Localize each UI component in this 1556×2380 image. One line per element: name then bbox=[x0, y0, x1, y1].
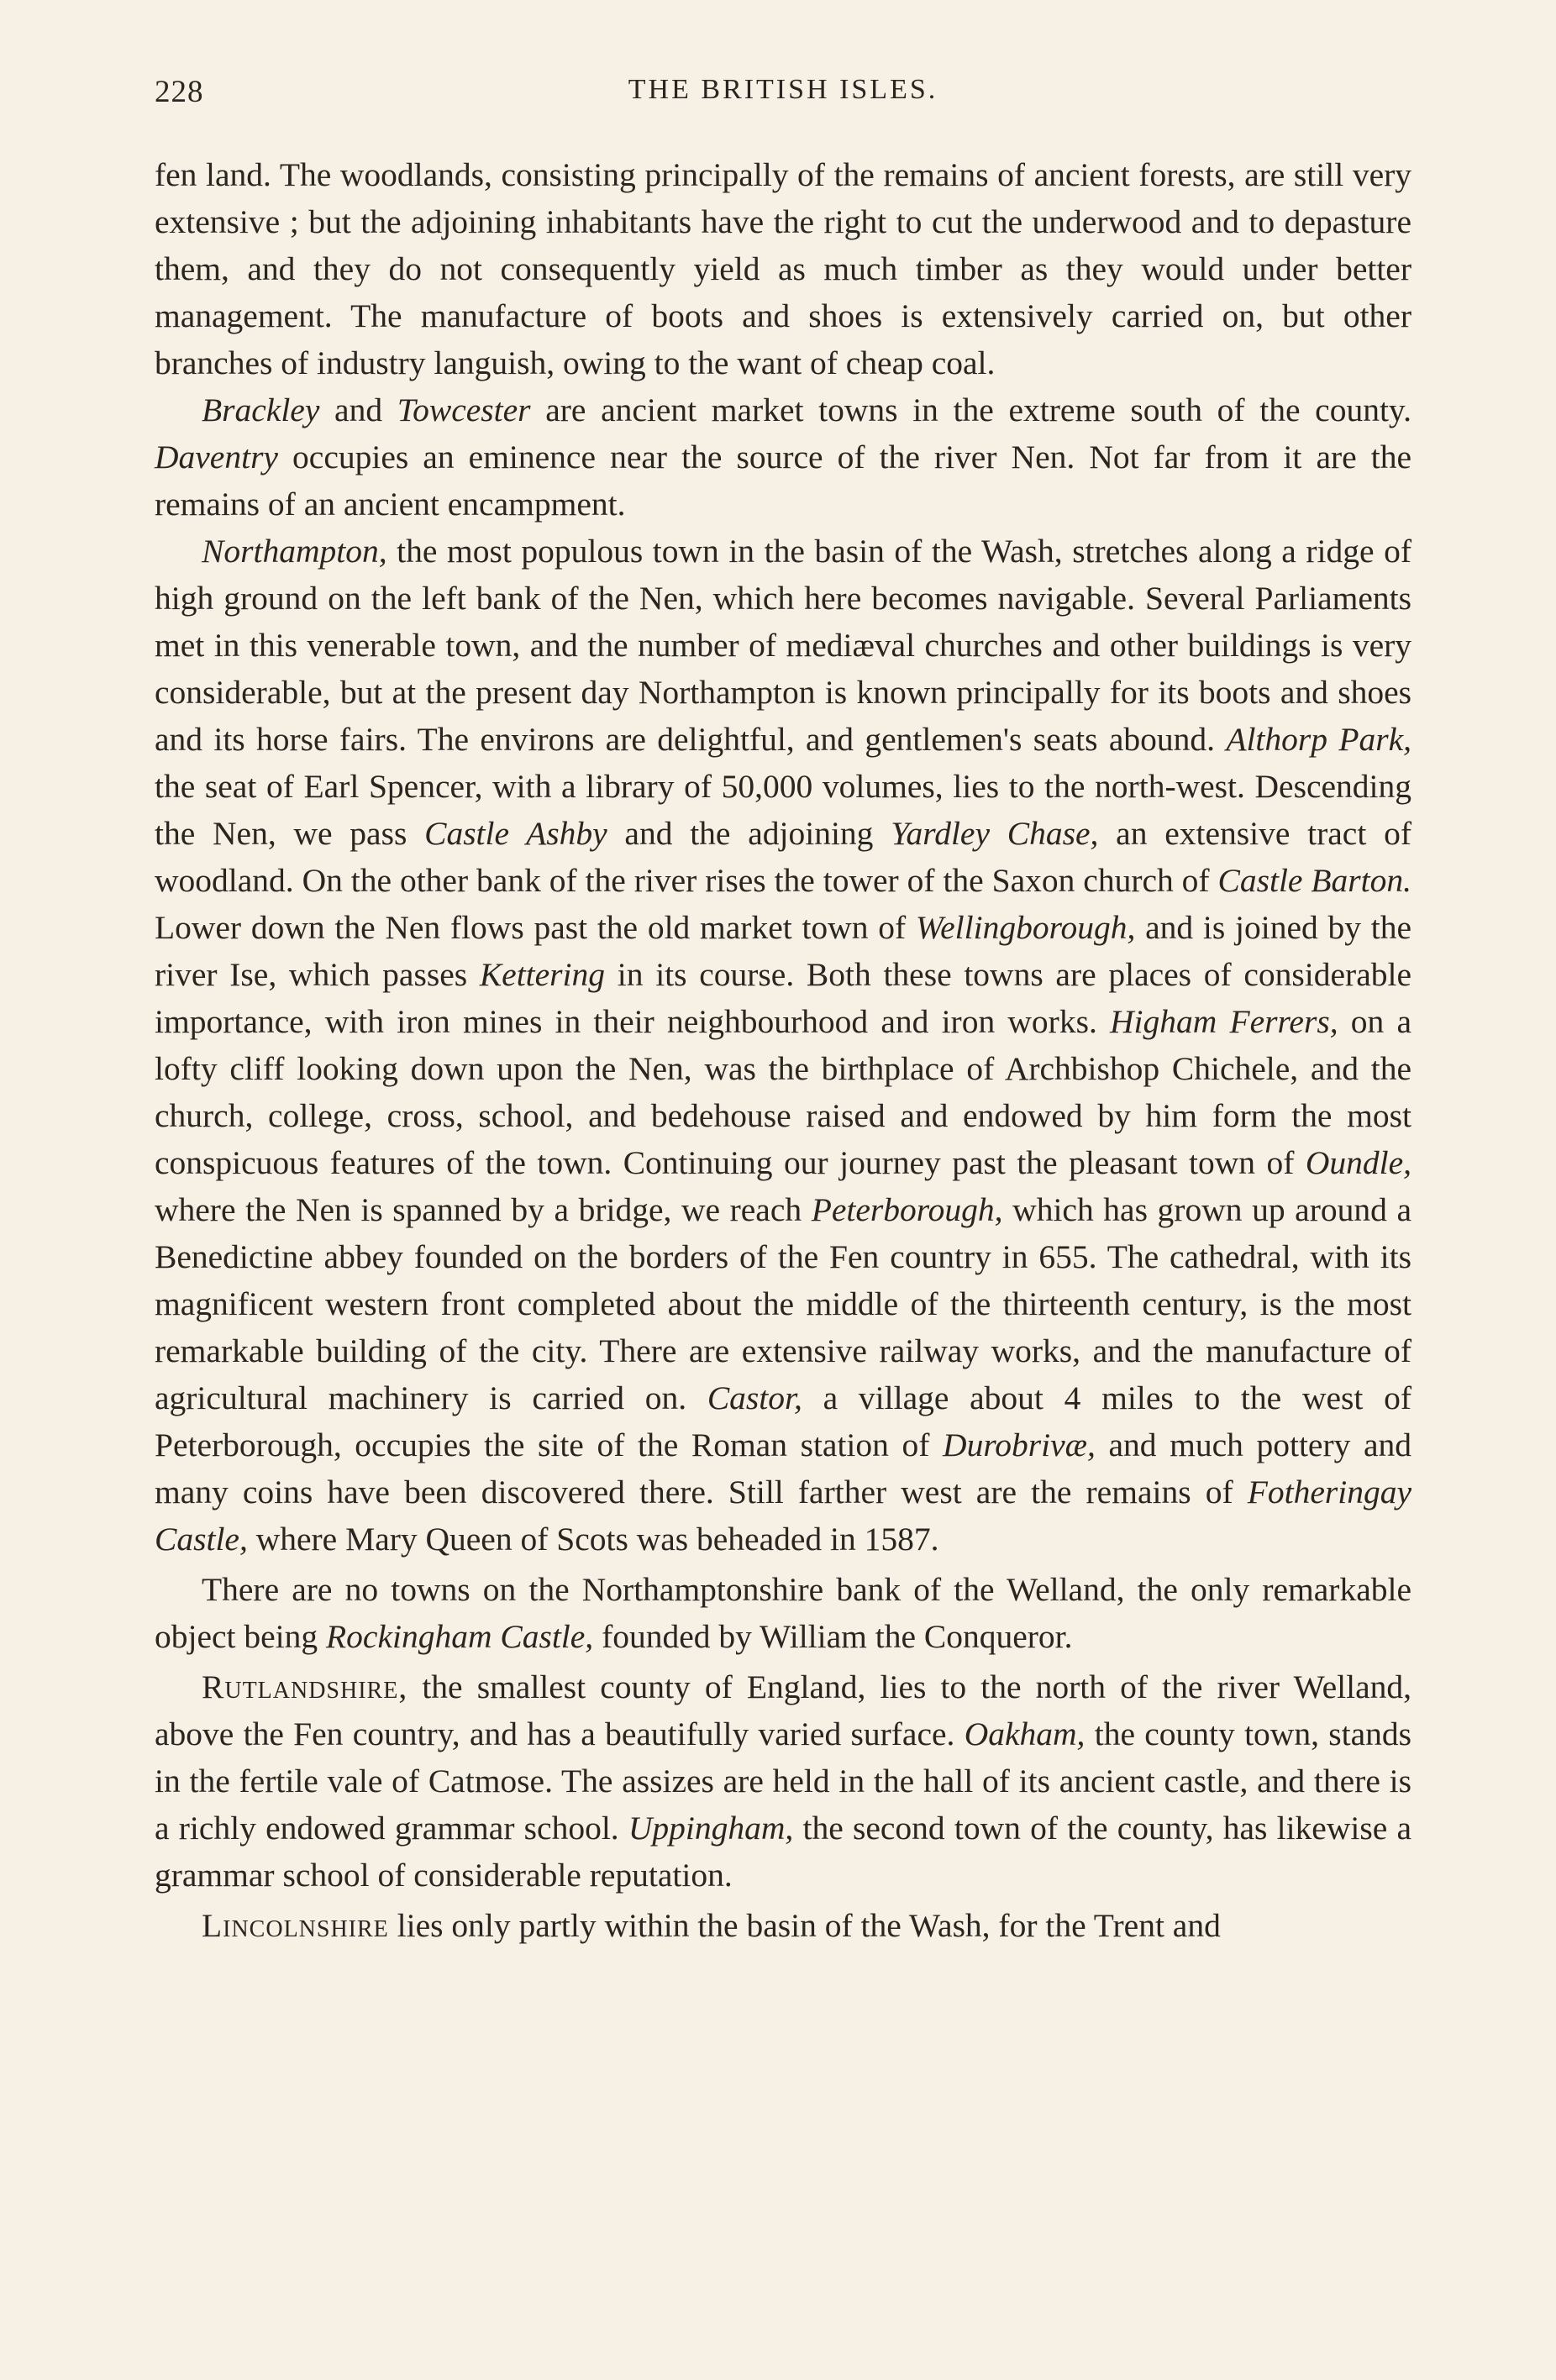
text-run: where the Nen is spanned by a bridge, we reach bbox=[155, 1191, 812, 1228]
text-run: in its course. Both these towns are places of considerable importance, with iron mines in their neighbourhood and iron works. bbox=[155, 956, 1411, 1040]
italic-place-name: Castle Barton. bbox=[1217, 862, 1411, 899]
italic-place-name: Oundle, bbox=[1305, 1144, 1411, 1181]
page-number: 228 bbox=[155, 75, 204, 109]
italic-place-name: Rockingham Castle, bbox=[326, 1618, 594, 1655]
italic-place-name: Fotheringay Castle, bbox=[155, 1474, 1411, 1558]
italic-place-name: Daventry bbox=[155, 439, 278, 475]
italic-place-name: Peterborough, bbox=[811, 1191, 1003, 1228]
text-run: the second town of the county, has likewise a grammar school of considerable reputation. bbox=[155, 1810, 1411, 1894]
italic-place-name: Higham Ferrers, bbox=[1110, 1003, 1338, 1040]
paragraph bbox=[155, 151, 1411, 386]
text-run: Lower down the Nen flows past the old market town of bbox=[155, 909, 916, 946]
italic-place-name: Castor, bbox=[707, 1379, 802, 1416]
text-run: where Mary Queen of Scots was beheaded in 1587. bbox=[247, 1521, 939, 1558]
text-run: founded by William the Conqueror. bbox=[593, 1618, 1073, 1655]
county-name: Rutlandshire, bbox=[202, 1668, 408, 1705]
italic-place-name: Wellingborough, bbox=[915, 909, 1136, 946]
text-run: and bbox=[319, 391, 397, 428]
running-head: THE BRITISH ISLES. bbox=[628, 74, 938, 105]
paragraph bbox=[155, 1566, 1411, 1660]
paragraph bbox=[155, 1902, 1411, 1949]
text-run: the most populous town in the basin of the Wash, stretches along a ridge of high ground on the left bank of the Nen, which here becomes navigable. Several Parliaments met in this venerable town, and the number of mediæval churches and other buildings is very considerable, but at the present day Northampton is known principally for its boots and shoes and its horse fairs. The environs are delightful, and gentlemen's seats abound. bbox=[155, 533, 1411, 758]
italic-place-name: Towcester bbox=[397, 391, 531, 428]
text-run: are ancient market towns in the extreme south of the county. bbox=[530, 391, 1411, 428]
body-text bbox=[155, 151, 1411, 1949]
italic-place-name: Brackley bbox=[202, 391, 320, 428]
text-run: occupies an eminence near the source of the river Nen. Not far from it are the remains of an ancient encampment. bbox=[155, 439, 1411, 523]
text-run: a village about 4 miles to the west of Peterborough, occupies the site of the Roman station of bbox=[155, 1379, 1411, 1463]
text-run: the county town, stands in the fertile vale of Catmose. The assizes are held in the hall of its ancient castle, and there is a richly endowed grammar school. bbox=[155, 1715, 1412, 1847]
italic-place-name: Uppingham, bbox=[628, 1810, 794, 1847]
italic-place-name: Yardley Chase, bbox=[891, 815, 1099, 852]
text-run: the seat of Earl Spencer, with a library of 50,000 volumes, lies to the north-west. Descending the Nen, we pass bbox=[155, 768, 1411, 852]
paragraph bbox=[155, 386, 1411, 528]
text-run: lies only partly within the basin of the Wash, for the Trent and bbox=[388, 1907, 1221, 1944]
italic-place-name: Northampton, bbox=[202, 533, 387, 570]
italic-place-name: Althorp Park, bbox=[1226, 721, 1411, 758]
text-run: an extensive tract of woodland. On the other bank of the river rises the tower of the Saxon church of bbox=[155, 815, 1411, 899]
text-run: and much pottery and many coins have been discovered there. Still farther west are the remains of bbox=[155, 1426, 1411, 1510]
text-run: There are no towns on the Northamptonshire bank of the Welland, the only remarkable object being bbox=[155, 1571, 1411, 1655]
page-header bbox=[155, 74, 1411, 124]
italic-place-name: Durobrivæ, bbox=[943, 1426, 1096, 1463]
italic-place-name: Castle Ashby bbox=[424, 815, 607, 852]
paragraph bbox=[155, 528, 1411, 1563]
county-name: Lincolnshire bbox=[202, 1907, 389, 1944]
text-run: and is joined by the river Ise, which passes bbox=[155, 909, 1411, 993]
text-run: and the adjoining bbox=[607, 815, 891, 852]
italic-place-name: Kettering bbox=[479, 956, 606, 993]
text-run: fen land. The woodlands, consisting principally of the remains of ancient forests, are still very extensive ; but the adjoining inhabitants have the right to cut the underwood and to depasture them, and they do not consequently yield as much timber as they would under better management. The manufacture of boots and shoes is extensively carried on, but other branches of industry languish, owing to the want of cheap coal. bbox=[155, 156, 1411, 381]
text-run: which has grown up around a Benedictine abbey founded on the borders of the Fen country in 655. The cathedral, with its magnificent western front completed about the middle of the thirteenth century, is the most remarkable building of the city. There are extensive railway works, and the manufacture of agricultural machinery is carried on. bbox=[155, 1191, 1411, 1416]
italic-place-name: Oakham, bbox=[964, 1715, 1086, 1752]
paragraph bbox=[155, 1663, 1411, 1899]
text-run: on a lofty cliff looking down upon the Nen, was the birthplace of Archbishop Chichele, and the church, college, cross, school, and bedehouse raised and endowed by him form the most conspicuous features of the town. Continuing our journey past the pleasant town of bbox=[155, 1003, 1411, 1181]
text-run: the smallest county of England, lies to the north of the river Welland, above the Fen country, and has a beautifully varied surface. bbox=[155, 1668, 1411, 1752]
